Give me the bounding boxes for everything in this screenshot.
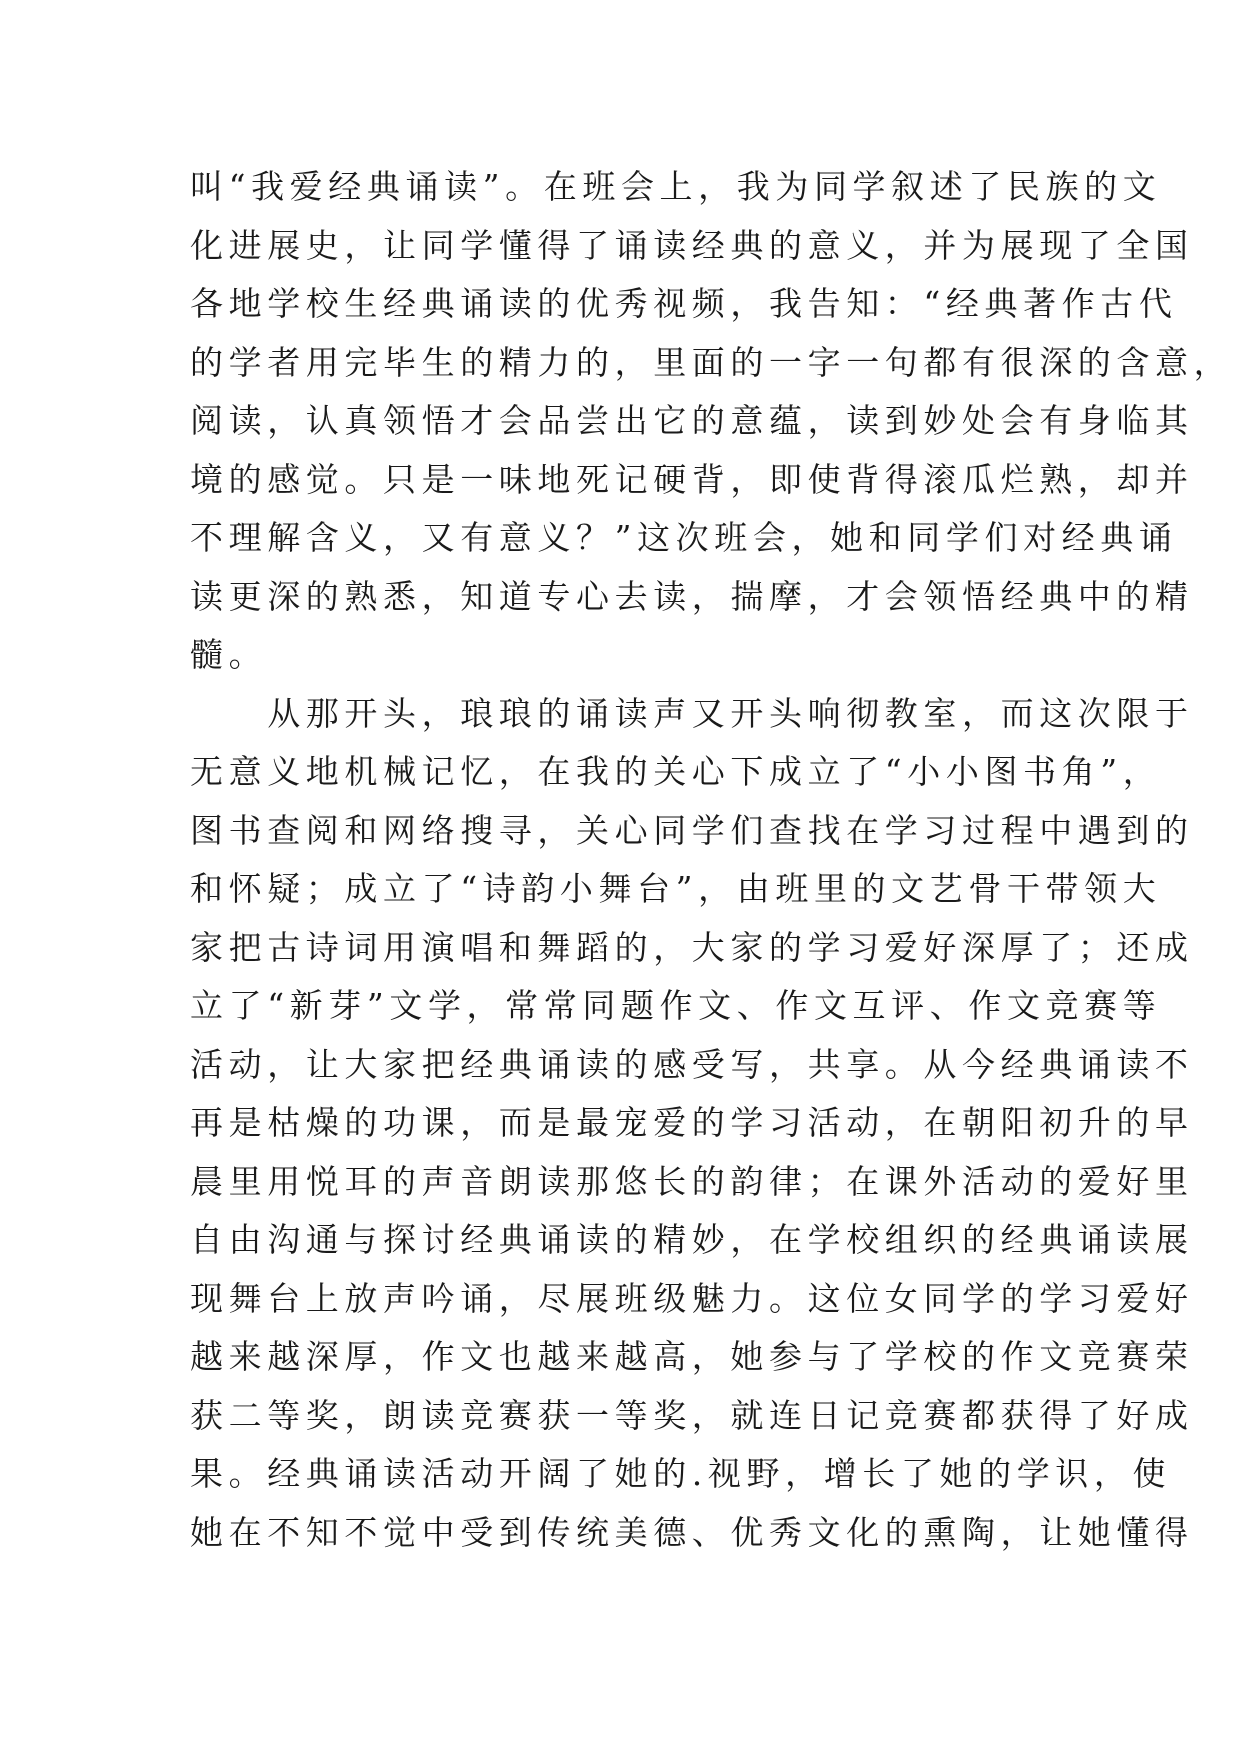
- text-line: 髓。: [190, 635, 268, 674]
- text-line: 不理解含义，又有意义？”这次班会，她和同学们对经典诵: [190, 518, 1178, 557]
- text-line: 图书查阅和网络搜寻，关心同学们查找在学习过程中遇到的: [190, 810, 1194, 850]
- text-line: 自由沟通与探讨经典诵读的精妙，在学校组织的经典诵读展: [190, 1220, 1194, 1259]
- body-text: [190, 158, 1233, 1562]
- text-line: 境的感觉。只是一味地死记硬背，即使背得滚瓜烂熟，却并: [190, 459, 1194, 499]
- text-line: 叫“我爱经典诵读”。在班会上，我为同学叙述了民族的文: [190, 167, 1162, 206]
- text-line: 果。经典诵读活动开阔了她的.视野，增长了她的学识，使: [190, 1454, 1172, 1493]
- text-line: 化进展史，让同学懂得了诵读经典的意义，并为展现了全国: [190, 225, 1194, 265]
- text-line: 晨里用悦耳的声音朗读那悠长的韵律；在课外活动的爱好里: [190, 1161, 1194, 1201]
- text-line: 和怀疑；成立了“诗韵小舞台”，由班里的文艺骨干带领大: [190, 869, 1162, 908]
- text-line: 她在不知不觉中受到传统美德、优秀文化的熏陶，让她懂得: [190, 1512, 1194, 1552]
- text-line: 的学者用完毕生的精力的，里面的一字一句都有很深的含意，: [190, 342, 1233, 382]
- text-line: 从那开头，琅琅的诵读声又开头响彻教室，而这次限于: [190, 693, 1194, 733]
- text-line: 获二等奖，朗读竞赛获一等奖，就连日记竞赛都获得了好成: [190, 1395, 1194, 1435]
- text-line: 越来越深厚，作文也越来越高，她参与了学校的作文竞赛荣: [190, 1337, 1194, 1376]
- text-line: 家把古诗词用演唱和舞蹈的，大家的学习爱好深厚了；还成: [190, 927, 1194, 967]
- text-line: 无意义地机械记忆，在我的关心下成立了“小小图书角”，: [190, 752, 1162, 791]
- text-line: 现舞台上放声吟诵，尽展班级魅力。这位女同学的学习爱好: [190, 1278, 1194, 1318]
- text-line: 读更深的熟悉，知道专心去读，揣摩，才会领悟经典中的精: [190, 576, 1194, 616]
- text-line: 阅读，认真领悟才会品尝出它的意蕴，读到妙处会有身临其: [190, 401, 1194, 440]
- text-line: 各地学校生经典诵读的优秀视频，我告知：“经典著作古代: [190, 284, 1178, 323]
- text-line: 活动，让大家把经典诵读的感受写，共享。从今经典诵读不: [190, 1044, 1194, 1084]
- text-line: 再是枯燥的功课，而是最宠爱的学习活动，在朝阳初升的早: [190, 1103, 1194, 1142]
- text-line: 立了“新芽”文学，常常同题作文、作文互评、作文竞赛等: [190, 986, 1162, 1025]
